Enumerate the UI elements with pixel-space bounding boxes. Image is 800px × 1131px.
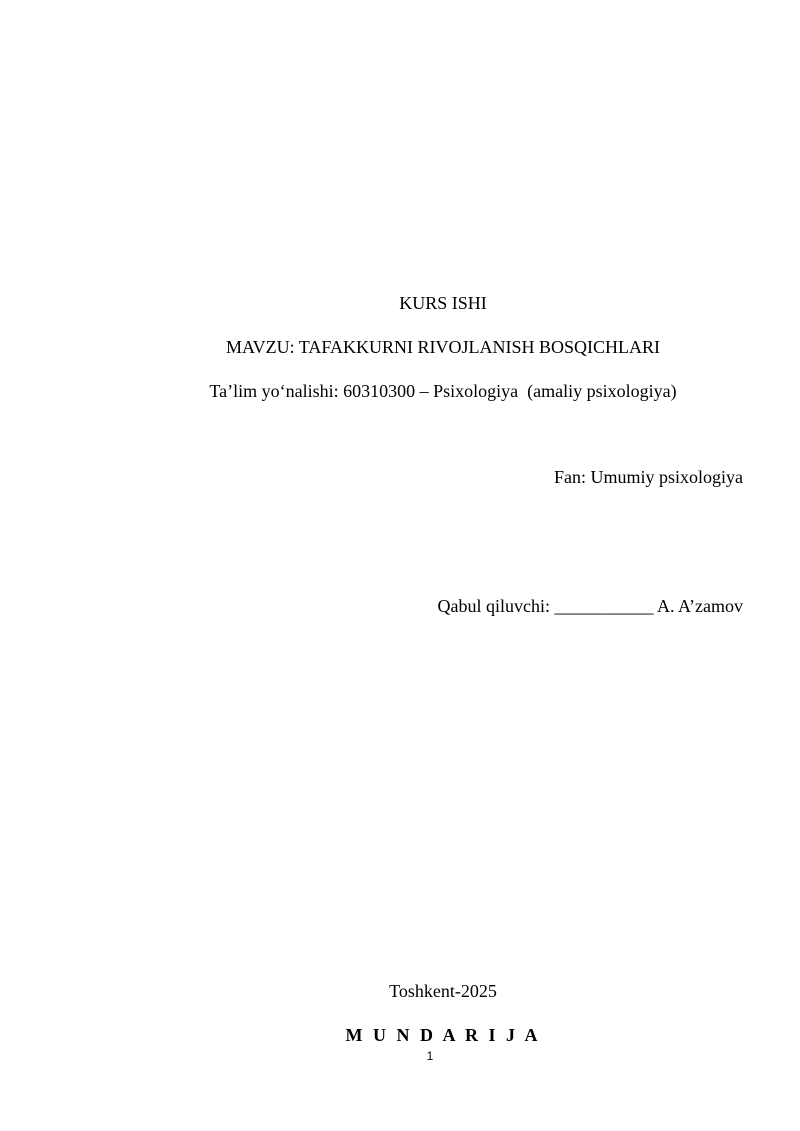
receiver-line: Qabul qiluvchi: ___________ A. A’zamov [437,596,743,616]
topic-title: MAVZU: TAFAKKURNI RIVOJLANISH BOSQICHLARI [225,337,661,357]
contents-heading: M U N D A R I J A [345,1025,541,1045]
city-year: Toshkent-2025 [389,981,497,1001]
education-direction: Ta’lim yo‘nalishi: 60310300 – Psixologiya (amaliy psixologiya) [209,381,677,401]
subject-line: Fan: Umumiy psixologiya [554,467,743,487]
page-number: 1 [426,1049,434,1063]
document-type-title: KURS ISHI [399,293,487,313]
